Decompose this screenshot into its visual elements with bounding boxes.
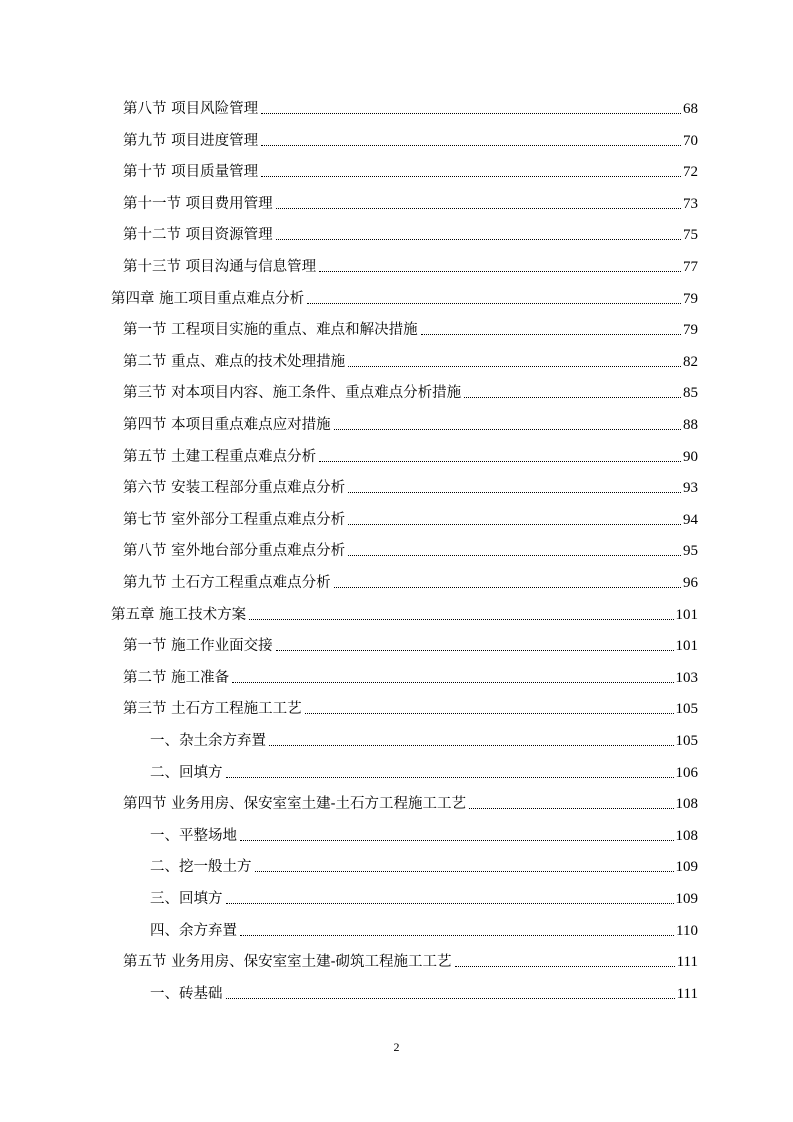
toc-entry-page: 90 — [683, 448, 698, 465]
toc-entry[interactable] — [123, 189, 698, 213]
toc-entry[interactable] — [150, 821, 698, 845]
toc-dot-leader — [261, 145, 681, 146]
toc-entry[interactable] — [123, 94, 698, 118]
toc-entry-page: 108 — [675, 827, 698, 844]
toc-entry-title: 第二节 施工准备 — [123, 669, 230, 686]
toc-entry-title: 第四章 施工项目重点难点分析 — [111, 290, 305, 307]
toc-dot-leader — [269, 745, 674, 746]
toc-entry-title: 第十节 项目质量管理 — [123, 164, 259, 181]
toc-dot-leader — [319, 271, 681, 272]
toc-entry[interactable] — [123, 220, 698, 244]
toc-entry[interactable] — [123, 410, 698, 434]
toc-entry-title: 第八节 项目风险管理 — [123, 101, 259, 117]
toc-entry-page: 73 — [683, 195, 698, 212]
toc-entry-title: 第四节 本项目重点难点应对措施 — [123, 417, 331, 433]
toc-entry-title: 第五节 土建工程重点难点分析 — [123, 448, 317, 465]
toc-dot-leader — [334, 587, 681, 588]
toc-entry[interactable] — [150, 884, 698, 908]
toc-entry[interactable] — [123, 315, 698, 339]
toc-dot-leader — [334, 429, 681, 430]
toc-entry-page: 106 — [675, 764, 698, 781]
toc-entry-title: 第一节 工程项目实施的重点、难点和解决措施 — [123, 322, 418, 339]
toc-dot-leader — [226, 903, 674, 904]
toc-dot-leader — [276, 239, 681, 240]
toc-entry-page: 105 — [675, 733, 698, 749]
toc-entry[interactable] — [150, 916, 698, 940]
toc-entry-page: 70 — [683, 132, 698, 149]
toc-dot-leader — [226, 998, 675, 999]
toc-entry-page: 94 — [683, 511, 698, 528]
toc-entry-title: 二、回填方 — [150, 764, 223, 781]
toc-dot-leader — [240, 935, 674, 936]
toc-entry-title: 第一节 施工作业面交接 — [123, 638, 273, 655]
page-number: 2 — [393, 1040, 400, 1054]
toc-entry[interactable] — [111, 600, 698, 624]
toc-dot-leader — [276, 650, 674, 651]
toc-dot-leader — [464, 397, 681, 398]
toc-entry-title: 第六节 安装工程部分重点难点分析 — [123, 480, 346, 497]
toc-dot-leader — [232, 682, 673, 683]
toc-entry-title: 第四节 业务用房、保安室室土建-土石方工程施工工艺 — [123, 796, 467, 813]
toc-dot-leader — [421, 334, 681, 335]
toc-entry[interactable] — [150, 726, 698, 750]
toc-dot-leader — [305, 713, 674, 714]
toc-entry-page: 101 — [675, 606, 698, 623]
toc-entry-title: 第五章 施工技术方案 — [111, 606, 247, 623]
toc-entry[interactable] — [123, 536, 698, 560]
toc-entry[interactable] — [123, 126, 698, 150]
toc-entry[interactable] — [150, 852, 698, 876]
toc-dot-leader — [307, 303, 681, 304]
toc-dot-leader — [226, 777, 674, 778]
toc-entry[interactable] — [123, 378, 698, 402]
toc-entry[interactable] — [123, 505, 698, 529]
toc-dot-leader — [469, 808, 673, 809]
toc-entry-page: 75 — [683, 227, 698, 244]
toc-entry-page: 79 — [683, 290, 698, 307]
toc-entry[interactable] — [123, 947, 698, 971]
toc-entry-page: 109 — [675, 891, 698, 907]
toc-entry-page: 111 — [676, 954, 698, 971]
toc-entry-page: 85 — [683, 385, 698, 402]
toc-entry[interactable] — [123, 347, 698, 371]
toc-entry-title: 第三节 对本项目内容、施工条件、重点难点分析措施 — [123, 385, 462, 402]
toc-entry[interactable] — [123, 473, 698, 497]
toc-entry-title: 第二节 重点、难点的技术处理措施 — [123, 353, 346, 370]
toc-entry-title: 三、回填方 — [150, 891, 223, 907]
toc-entry-title: 第五节 业务用房、保安室室土建-砌筑工程施工工艺 — [123, 954, 452, 971]
toc-entry-title: 第九节 土石方工程重点难点分析 — [123, 575, 331, 591]
toc-dot-leader — [240, 840, 674, 841]
toc-entry[interactable] — [123, 157, 698, 181]
toc-dot-leader — [348, 555, 681, 556]
toc-entry-title: 第十三节 项目沟通与信息管理 — [123, 259, 317, 275]
toc-entry-page: 93 — [683, 480, 698, 497]
toc-entry[interactable] — [123, 568, 698, 592]
toc-dot-leader — [455, 966, 675, 967]
toc-dot-leader — [319, 461, 681, 462]
toc-entry[interactable] — [150, 758, 698, 782]
toc-entry[interactable] — [123, 789, 698, 813]
toc-entry-page: 111 — [676, 985, 698, 1002]
toc-entry[interactable] — [123, 252, 698, 276]
toc-entry-page: 103 — [675, 669, 698, 686]
toc-entry-page: 88 — [683, 417, 698, 433]
toc-dot-leader — [261, 176, 681, 177]
toc-entry-page: 108 — [675, 796, 698, 813]
toc-dot-leader — [348, 492, 681, 493]
toc-dot-leader — [348, 366, 681, 367]
toc-entry-title: 第七节 室外部分工程重点难点分析 — [123, 511, 346, 528]
toc-entry-title: 一、平整场地 — [150, 827, 237, 844]
toc-entry-title: 第八节 室外地台部分重点难点分析 — [123, 543, 346, 560]
toc-entry-title: 第三节 土石方工程施工工艺 — [123, 701, 302, 718]
toc-entry[interactable] — [123, 442, 698, 466]
toc-entry-page: 109 — [675, 859, 698, 876]
toc-entry-title: 一、杂土余方弃置 — [150, 733, 266, 749]
toc-entry-title: 第十一节 项目费用管理 — [123, 195, 273, 212]
toc-entry-title: 第九节 项目进度管理 — [123, 132, 259, 149]
toc-dot-leader — [348, 524, 681, 525]
toc-entry-page: 110 — [676, 922, 698, 939]
toc-entry[interactable] — [150, 979, 698, 1003]
toc-entry[interactable] — [111, 284, 698, 308]
toc-dot-leader — [276, 208, 681, 209]
toc-entry-page: 95 — [683, 543, 698, 560]
toc-entry-page: 68 — [683, 101, 698, 117]
toc-entry-title: 一、砖基础 — [150, 985, 223, 1002]
toc-entry[interactable] — [123, 631, 698, 655]
toc-entry-page: 82 — [683, 353, 698, 370]
toc-entry-page: 72 — [683, 164, 698, 181]
toc-dot-leader — [249, 619, 673, 620]
toc-entry-title: 二、挖一般土方 — [150, 859, 252, 876]
toc-entry-page: 105 — [675, 701, 698, 718]
toc-entry-page: 79 — [683, 322, 698, 339]
toc-dot-leader — [261, 113, 681, 114]
toc-entry-title: 四、余方弃置 — [150, 922, 237, 939]
toc-entry-title: 第十二节 项目资源管理 — [123, 227, 273, 244]
toc-entry-page: 101 — [675, 638, 698, 655]
toc-dot-leader — [255, 871, 674, 872]
toc-entry-page: 77 — [683, 259, 698, 275]
toc-entry[interactable] — [123, 663, 698, 687]
toc-entry[interactable] — [123, 694, 698, 718]
toc-entry-page: 96 — [683, 575, 698, 591]
